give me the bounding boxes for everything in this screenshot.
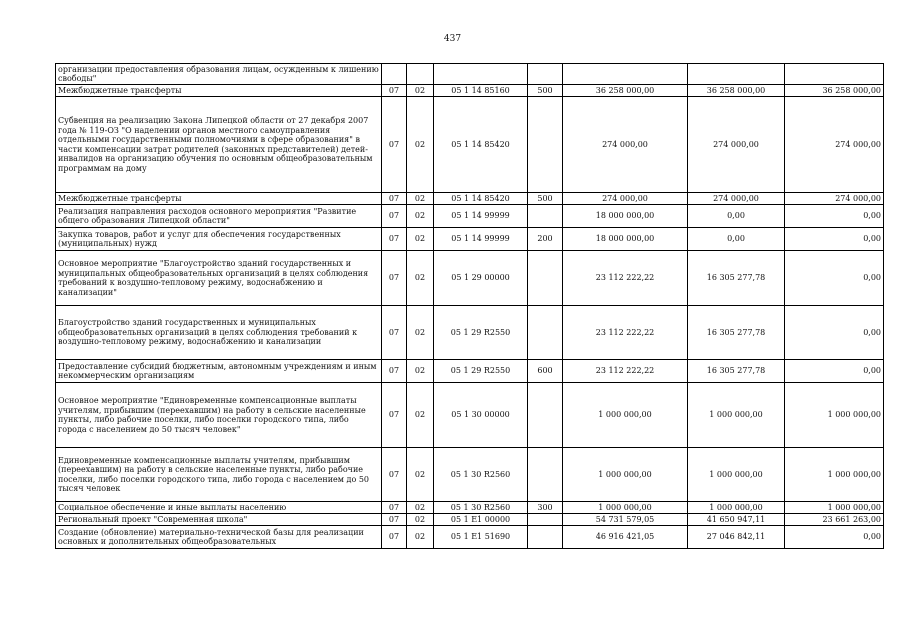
table-row <box>56 228 884 251</box>
amount-year-2: 27 046 842,11 <box>688 526 785 549</box>
amount-year-3: 36 258 000,00 <box>785 85 884 97</box>
row-name: Закупка товаров, работ и услуг для обеспечения государственных (муниципальных) нужд <box>56 228 382 251</box>
expense-type-code <box>528 306 563 360</box>
subsection-code: 02 <box>407 383 434 448</box>
target-article-code: 05 1 14 99999 <box>434 205 528 228</box>
subsection-code: 02 <box>407 205 434 228</box>
amount-year-1: 274 000,00 <box>563 97 688 193</box>
row-name: организации предоставления образования лицам, осужденным к лишению свободы" <box>56 64 382 85</box>
section-code <box>382 64 407 85</box>
amount-year-2: 16 305 277,78 <box>688 251 785 306</box>
amount-year-3: 1 000 000,00 <box>785 448 884 502</box>
table-row <box>56 306 884 360</box>
amount-year-3: 23 661 263,00 <box>785 514 884 526</box>
amount-year-3: 0,00 <box>785 306 884 360</box>
table-row <box>56 64 884 85</box>
table-row <box>56 193 884 205</box>
amount-year-2: 0,00 <box>688 228 785 251</box>
table-row <box>56 383 884 448</box>
target-article-code: 05 1 30 R2560 <box>434 502 528 514</box>
row-name: Межбюджетные трансферты <box>56 85 382 97</box>
expense-type-code <box>528 383 563 448</box>
amount-year-2: 16 305 277,78 <box>688 306 785 360</box>
amount-year-2: 41 650 947,11 <box>688 514 785 526</box>
expense-type-code: 600 <box>528 360 563 383</box>
row-name: Основное мероприятие "Благоустройство зданий государственных и муниципальных общеобразовательных организаций в целях соблюдения требований к воздушно-тепловому режиму, водоснабжению и канализации" <box>56 251 382 306</box>
amount-year-1: 23 112 222,22 <box>563 251 688 306</box>
expense-type-code <box>528 251 563 306</box>
amount-year-1: 274 000,00 <box>563 193 688 205</box>
expense-type-code: 200 <box>528 228 563 251</box>
expense-type-code: 500 <box>528 193 563 205</box>
table-row <box>56 514 884 526</box>
amount-year-2: 274 000,00 <box>688 97 785 193</box>
section-code: 07 <box>382 514 407 526</box>
expense-type-code <box>528 205 563 228</box>
target-article-code: 05 1 14 85420 <box>434 97 528 193</box>
section-code: 07 <box>382 97 407 193</box>
amount-year-1: 1 000 000,00 <box>563 502 688 514</box>
section-code: 07 <box>382 383 407 448</box>
target-article-code: 05 1 14 85160 <box>434 85 528 97</box>
subsection-code: 02 <box>407 228 434 251</box>
table-row <box>56 85 884 97</box>
page-number: 437 <box>443 34 462 44</box>
subsection-code: 02 <box>407 360 434 383</box>
section-code: 07 <box>382 193 407 205</box>
row-name: Региональный проект "Современная школа" <box>56 514 382 526</box>
amount-year-1: 1 000 000,00 <box>563 448 688 502</box>
subsection-code: 02 <box>407 526 434 549</box>
subsection-code: 02 <box>407 448 434 502</box>
amount-year-1 <box>563 64 688 85</box>
amount-year-3: 274 000,00 <box>785 193 884 205</box>
target-article-code: 05 1 29 00000 <box>434 251 528 306</box>
row-name: Основное мероприятие "Единовременные компенсационные выплаты учителям, прибывшим (переехавшим) на работу в сельские населенные пункты, либо рабочие поселки, либо поселки городского типа, либо города с населением до 50 тысяч человек" <box>56 383 382 448</box>
subsection-code: 02 <box>407 193 434 205</box>
subsection-code: 02 <box>407 502 434 514</box>
section-code: 07 <box>382 448 407 502</box>
amount-year-1: 36 258 000,00 <box>563 85 688 97</box>
row-name: Межбюджетные трансферты <box>56 193 382 205</box>
section-code: 07 <box>382 205 407 228</box>
amount-year-1: 18 000 000,00 <box>563 205 688 228</box>
amount-year-1: 23 112 222,22 <box>563 306 688 360</box>
table-row <box>56 251 884 306</box>
table-row <box>56 205 884 228</box>
amount-year-2: 1 000 000,00 <box>688 448 785 502</box>
expense-type-code: 300 <box>528 502 563 514</box>
row-name: Предоставление субсидий бюджетным, автономным учреждениям и иным некоммерческим организациям <box>56 360 382 383</box>
section-code: 07 <box>382 251 407 306</box>
table-row <box>56 448 884 502</box>
budget-table <box>55 63 884 549</box>
row-name: Социальное обеспечение и иные выплаты населению <box>56 502 382 514</box>
table-row <box>56 97 884 193</box>
table-row <box>56 526 884 549</box>
section-code: 07 <box>382 85 407 97</box>
subsection-code: 02 <box>407 97 434 193</box>
amount-year-2: 16 305 277,78 <box>688 360 785 383</box>
expense-type-code <box>528 448 563 502</box>
target-article-code: 05 1 30 00000 <box>434 383 528 448</box>
amount-year-3: 0,00 <box>785 251 884 306</box>
target-article-code: 05 1 14 99999 <box>434 228 528 251</box>
section-code: 07 <box>382 526 407 549</box>
target-article-code <box>434 64 528 85</box>
amount-year-3: 0,00 <box>785 526 884 549</box>
target-article-code: 05 1 14 85420 <box>434 193 528 205</box>
expense-type-code <box>528 97 563 193</box>
table-row <box>56 502 884 514</box>
target-article-code: 05 1 E1 00000 <box>434 514 528 526</box>
amount-year-2: 36 258 000,00 <box>688 85 785 97</box>
amount-year-3: 1 000 000,00 <box>785 502 884 514</box>
expense-type-code <box>528 526 563 549</box>
amount-year-1: 1 000 000,00 <box>563 383 688 448</box>
row-name: Субвенция на реализацию Закона Липецкой области от 27 декабря 2007 года № 119-ОЗ "О наделении органов местного самоуправления отдельными государственными полномочиями в сфере образования" в части компенсации затрат родителей (законных представителей) детей-инвалидов на организацию обучения по основным общеобразовательным программам на дому <box>56 97 382 193</box>
amount-year-1: 46 916 421,05 <box>563 526 688 549</box>
row-name: Единовременные компенсационные выплаты учителям, прибывшим (переехавшим) на работу в сельские населенные пункты, либо рабочие поселки, либо поселки городского типа, либо города с населением до 50 тысяч человек <box>56 448 382 502</box>
amount-year-2: 1 000 000,00 <box>688 383 785 448</box>
expense-type-code <box>528 514 563 526</box>
amount-year-3: 0,00 <box>785 205 884 228</box>
section-code: 07 <box>382 360 407 383</box>
target-article-code: 05 1 30 R2560 <box>434 448 528 502</box>
amount-year-2: 1 000 000,00 <box>688 502 785 514</box>
table-row <box>56 360 884 383</box>
target-article-code: 05 1 E1 51690 <box>434 526 528 549</box>
amount-year-1: 54 731 579,05 <box>563 514 688 526</box>
amount-year-3: 1 000 000,00 <box>785 383 884 448</box>
amount-year-1: 18 000 000,00 <box>563 228 688 251</box>
subsection-code: 02 <box>407 514 434 526</box>
amount-year-3 <box>785 64 884 85</box>
row-name: Создание (обновление) материально-технической базы для реализации основных и дополнительных общеобразовательных <box>56 526 382 549</box>
section-code: 07 <box>382 306 407 360</box>
subsection-code <box>407 64 434 85</box>
subsection-code: 02 <box>407 251 434 306</box>
amount-year-2: 0,00 <box>688 205 785 228</box>
amount-year-3: 0,00 <box>785 360 884 383</box>
target-article-code: 05 1 29 R2550 <box>434 360 528 383</box>
amount-year-2 <box>688 64 785 85</box>
target-article-code: 05 1 29 R2550 <box>434 306 528 360</box>
amount-year-3: 0,00 <box>785 228 884 251</box>
expense-type-code: 500 <box>528 85 563 97</box>
amount-year-3: 274 000,00 <box>785 97 884 193</box>
row-name: Реализация направления расходов основного мероприятия "Развитие общего образования Липецкой области" <box>56 205 382 228</box>
amount-year-2: 274 000,00 <box>688 193 785 205</box>
subsection-code: 02 <box>407 306 434 360</box>
section-code: 07 <box>382 228 407 251</box>
section-code: 07 <box>382 502 407 514</box>
expense-type-code <box>528 64 563 85</box>
amount-year-1: 23 112 222,22 <box>563 360 688 383</box>
subsection-code: 02 <box>407 85 434 97</box>
row-name: Благоустройство зданий государственных и муниципальных общеобразовательных организаций в целях соблюдения требований к воздушно-тепловому режиму, водоснабжению и канализации <box>56 306 382 360</box>
